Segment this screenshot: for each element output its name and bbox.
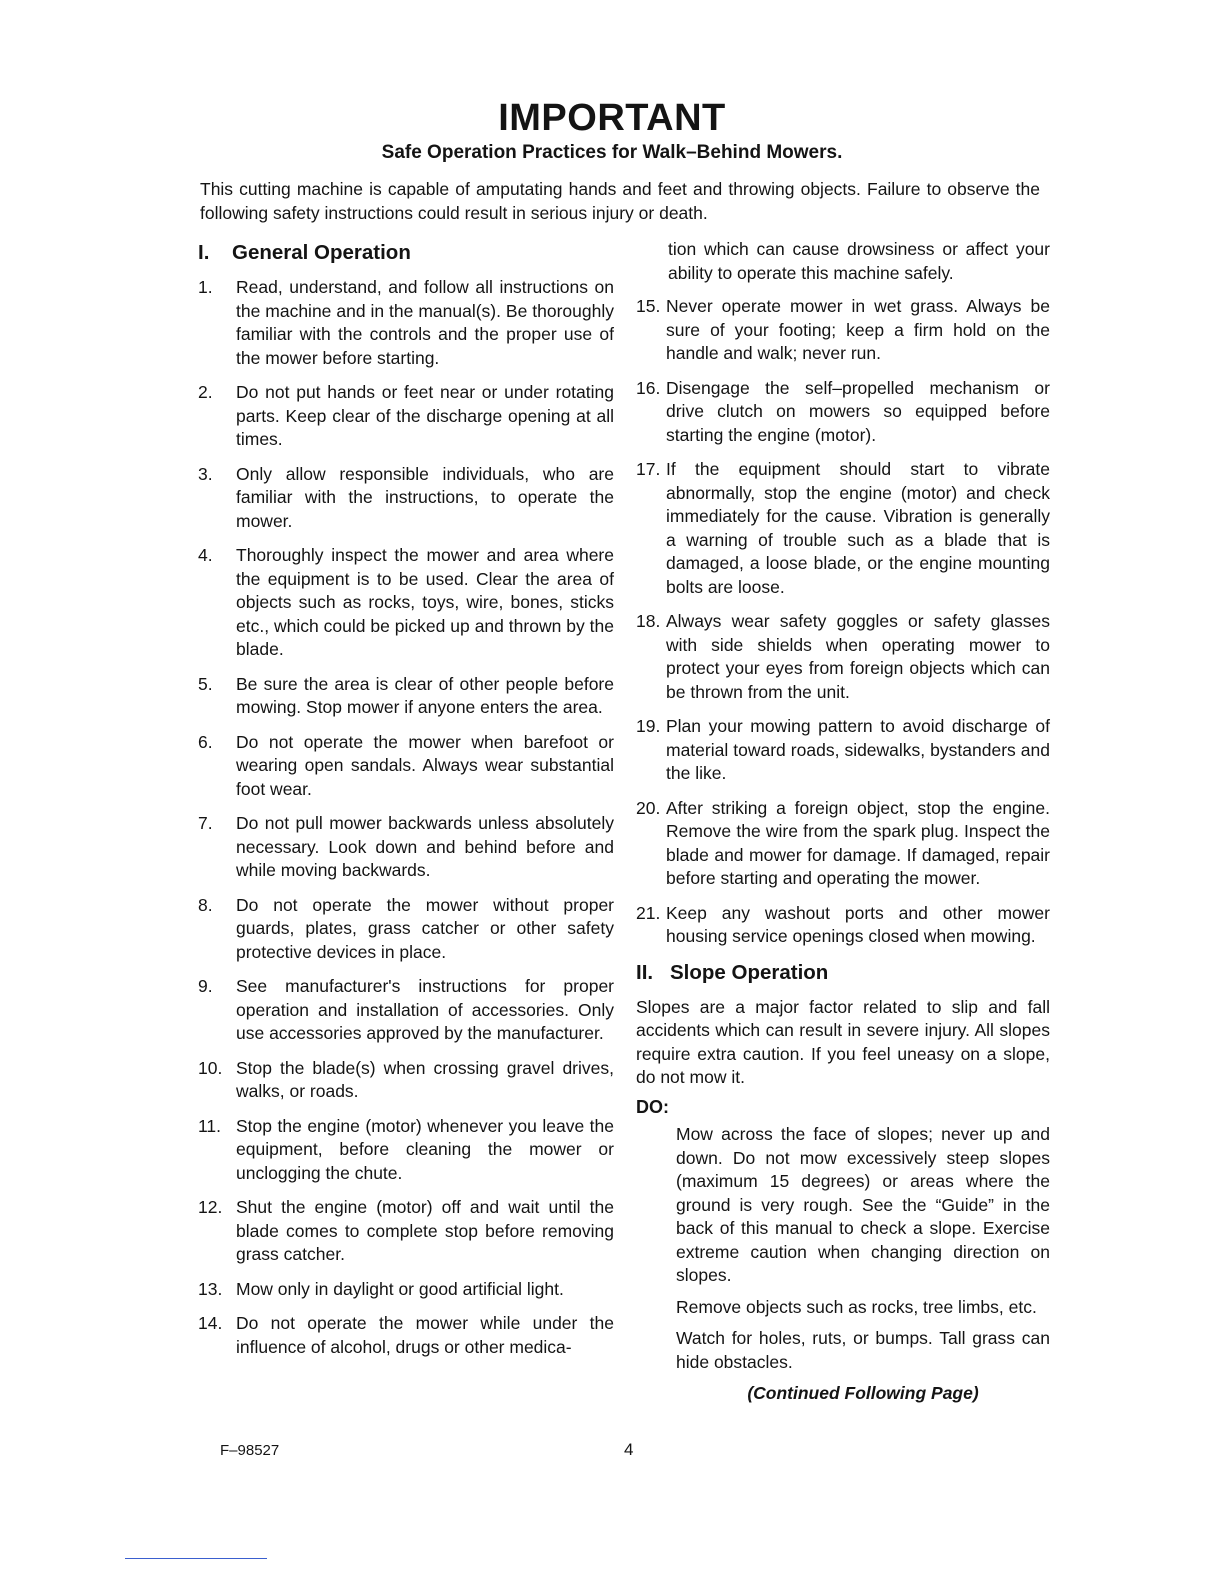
left-column — [198, 240, 614, 1370]
item-number: 9. — [198, 976, 213, 996]
item-text: Never operate mower in wet grass. Always be sure of your footing; keep a firm hold on the handle and walk; never run. — [666, 296, 1050, 363]
item-text: Read, understand, and follow all instructions on the machine and in the manual(s). Be thoroughly familiar with the controls and the proper use of the mower before starting. — [236, 277, 614, 368]
item-text: Plan your mowing pattern to avoid discharge of material toward roads, sidewalks, bystanders and the like. — [666, 716, 1050, 783]
intro-warning: This cutting machine is capable of amputating hands and feet and throwing objects. Failure to observe the following safety instructions could result in serious injury or death. — [200, 179, 1040, 223]
item-number: 2. — [198, 382, 213, 402]
item-number: 18. — [636, 611, 661, 631]
item-text: Do not pull mower backwards unless absolutely necessary. Look down and behind before and while moving backwards. — [236, 813, 614, 880]
list-item — [198, 673, 614, 720]
list-item — [636, 610, 1050, 704]
section-heading-general — [198, 240, 614, 266]
do-item: Watch for holes, ruts, or bumps. Tall grass can hide obstacles. — [676, 1328, 1050, 1372]
right-column — [636, 238, 1050, 1406]
item-number: 13. — [198, 1278, 223, 1299]
page-subtitle: Safe Operation Practices for Walk–Behind Mowers. — [381, 142, 843, 163]
item-14-continued: tion which can cause drowsiness or affect your ability to operate this machine safely. — [668, 239, 1050, 283]
item-text: Do not put hands or feet near or under rotating parts. Keep clear of the discharge opening at all times. — [236, 382, 614, 449]
list-item — [198, 812, 614, 883]
list-item — [198, 975, 614, 1046]
section-heading-slope — [636, 960, 1050, 986]
item-text: Do not operate the mower while under the influence of alcohol, drugs or other medica- — [236, 1313, 614, 1357]
item-text: See manufacturer's instructions for proper operation and installation of accessories. Only use accessories approved by the manufacturer. — [236, 976, 614, 1043]
list-item — [198, 731, 614, 802]
list-item — [198, 1196, 614, 1267]
section-title: General Operation — [232, 241, 411, 264]
item-number: 17. — [636, 459, 661, 479]
item-text: Do not operate the mower when barefoot or wearing open sandals. Always wear substantial foot wear. — [236, 731, 614, 799]
item-text: Be sure the area is clear of other people before mowing. Stop mower if anyone enters the area. — [236, 673, 614, 717]
list-item — [198, 1312, 614, 1359]
item-number: 10. — [198, 1057, 223, 1078]
list-item — [198, 1115, 614, 1186]
item-number: 11. — [198, 1115, 222, 1136]
item-number: 5. — [198, 673, 213, 694]
item-text: Only allow responsible individuals, who are familiar with the instructions, to operate the mower. — [236, 463, 614, 531]
item-number: 1. — [198, 277, 213, 297]
slope-intro: Slopes are a major factor related to slip and fall accidents which can result in severe injury. All slopes require extra caution. If you feel uneasy on a slope, do not mow it. — [636, 996, 1050, 1087]
item-number: 16. — [636, 377, 661, 398]
list-item — [636, 295, 1050, 366]
item-number: 12. — [198, 1197, 223, 1217]
list-item — [198, 1278, 614, 1302]
item-text: Keep any washout ports and other mower housing service openings closed when mowing. — [666, 902, 1050, 946]
general-operation-list-continued — [636, 295, 1050, 949]
do-item: Mow across the face of slopes; never up and down. Do not mow excessively steep slopes (maximum 15 degrees) or areas where the ground is very rough. See the “Guide” in the back of this manual to check a slope. Exercise extreme caution when changing direction on slopes. — [676, 1124, 1050, 1285]
item-number: 14. — [198, 1313, 223, 1333]
list-item — [198, 381, 614, 452]
bottom-rule — [125, 1558, 267, 1559]
section-title: Slope Operation — [670, 960, 829, 984]
item-text: Always wear safety goggles or safety glasses with side shields when operating mower to protect your eyes from foreign objects which can be thrown from the unit. — [666, 611, 1050, 702]
continued-note: (Continued Following Page) — [747, 1383, 979, 1403]
page-number: 4 — [624, 1440, 634, 1459]
item-number: 4. — [198, 545, 213, 565]
item-text: Thoroughly inspect the mower and area where the equipment is to be used. Clear the area of objects such as rocks, toys, wire, bones, sticks etc., which could be picked up and thrown by the blade. — [236, 545, 614, 659]
page-title: IMPORTANT — [498, 97, 726, 139]
list-item — [636, 902, 1050, 949]
item-text: Stop the engine (motor) whenever you leave the equipment, before cleaning the mower or unclogging the chute. — [236, 1115, 614, 1183]
item-text: After striking a foreign object, stop the engine. Remove the wire from the spark plug. Inspect the blade and mower for damage. If damaged, repair before starting and operating the mower. — [666, 797, 1050, 888]
item-text: Disengage the self–propelled mechanism or drive clutch on mowers so equipped before starting the engine (motor). — [666, 377, 1050, 445]
item-text: Do not operate the mower without proper guards, plates, grass catcher or other safety protective devices in place. — [236, 894, 614, 962]
list-item — [636, 797, 1050, 891]
do-label: DO: — [636, 1096, 669, 1117]
form-code: F–98527 — [220, 1442, 280, 1459]
item-number: 7. — [198, 813, 213, 833]
list-item — [636, 458, 1050, 599]
general-operation-list — [198, 276, 614, 1359]
section-numeral: I. — [198, 241, 210, 264]
list-item — [198, 463, 614, 534]
item-number: 8. — [198, 894, 213, 915]
list-item — [636, 377, 1050, 448]
list-item — [198, 894, 614, 965]
item-number: 6. — [198, 731, 213, 752]
item-text: Stop the blade(s) when crossing gravel drives, walks, or roads. — [236, 1057, 614, 1101]
list-item — [636, 715, 1050, 786]
do-item: Remove objects such as rocks, tree limbs, etc. — [676, 1296, 1037, 1317]
item-number: 15. — [636, 296, 661, 316]
section-numeral: II. — [636, 960, 654, 984]
list-item — [198, 276, 614, 370]
item-text: Shut the engine (motor) off and wait until the blade comes to complete stop before removing grass catcher. — [236, 1197, 614, 1264]
list-item — [198, 1057, 614, 1104]
item-number: 20. — [636, 797, 661, 818]
item-number: 19. — [636, 716, 661, 736]
list-item — [198, 544, 614, 662]
item-text: If the equipment should start to vibrate abnormally, stop the engine (motor) and check immediately for the cause. Vibration is generally a warning of trouble such as a blade that is damaged, a loose blade, or the engine mounting bolts are loose. — [666, 459, 1050, 597]
item-number: 21. — [636, 902, 661, 923]
item-number: 3. — [198, 463, 213, 484]
item-text: Mow only in daylight or good artificial light. — [236, 1278, 564, 1299]
